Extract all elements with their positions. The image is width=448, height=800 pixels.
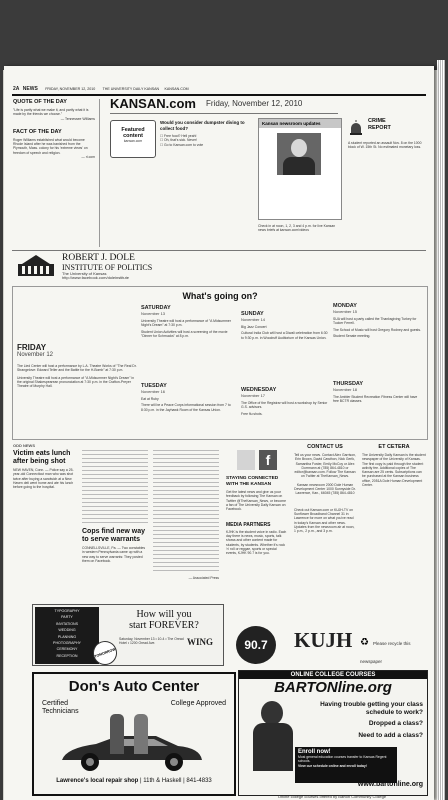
odd-headline-2: Cops find new way to serve warrants xyxy=(82,528,146,543)
day-date: November 15 xyxy=(333,309,358,314)
car-illustration xyxy=(56,730,206,774)
day-date: November 13 xyxy=(141,311,166,316)
kansan-logo: KANSAN.com xyxy=(110,96,196,111)
day-label: SATURDAY xyxy=(141,305,171,311)
dole-block xyxy=(62,253,152,281)
dons-title: Don's Auto Center xyxy=(68,678,200,695)
day-date: November 14 xyxy=(241,317,266,322)
contact-title: CONTACT US xyxy=(307,444,343,450)
dons-phone: 841-4833 xyxy=(186,778,212,784)
event-item: University Theatre will host a performance of "A Midsummer Night's Dream" at 7:30 p.m. xyxy=(141,319,231,328)
event-item: Student Senate meeting. xyxy=(333,333,371,338)
contact-us xyxy=(294,444,356,533)
contact-text: Tell us your news. Contact Alex Garrison, Erin Brown, David Cawthon, Nick Gerik, Samantha Foster, Emily McCoy or Alex Dorrmann at (785) 864-4810 or editor@kansan.com. Follow The Kansan on Twitter at TheKansan_News. xyxy=(294,453,356,479)
twitter-icon[interactable] xyxy=(237,450,255,470)
poll-vote-link[interactable]: ☐ Go to Kansan.com to vote xyxy=(160,142,204,147)
day-friday xyxy=(17,343,137,388)
poll-option-1[interactable]: ☐ Free food? Hell yeah! xyxy=(160,134,197,138)
odd-news-col2 xyxy=(82,450,148,606)
dons-address: 11th & Haskell xyxy=(143,778,182,784)
media-title: MEDIA PARTNERS xyxy=(226,521,271,528)
dole-institute: INSTITUTE OF POLITICS xyxy=(62,263,153,272)
event-item: SUA will host a party called the Thanksgiving Turkey for Tucker Ferrell. xyxy=(333,317,417,326)
student-head xyxy=(261,701,283,725)
social-icons xyxy=(226,450,288,472)
quote-author: — Tennessee Williams xyxy=(60,116,95,121)
enroll-text: Most general education courses transfer to Kansas Regent schools. xyxy=(298,755,387,764)
barton-url[interactable]: www.bartonline.org xyxy=(357,781,423,788)
ad-line: RECEPTION xyxy=(56,653,78,658)
barton-q1: Having trouble getting your class schedule to work? xyxy=(320,701,423,716)
day-monday xyxy=(333,303,423,338)
kjhk-logo: 90.7 xyxy=(236,626,276,664)
story-continuation xyxy=(82,450,148,524)
dole-building-icon xyxy=(16,254,56,278)
dons-left: Certified Technicians xyxy=(42,700,79,715)
day-wednesday xyxy=(241,387,329,416)
story-continuation xyxy=(153,450,219,574)
odd-story-2: CONNELLSVILLE, Pa. — Two constables in western Pennsylvania came up with a new way to serve warrants: They posted them on Facebook. xyxy=(82,546,146,563)
dole-url[interactable]: http://www.facebook.com/doleinstitute xyxy=(62,275,129,281)
day-label: FRIDAY xyxy=(17,343,47,352)
event-item: There will be a Peace Corps informational session from 7 to 8:30 p.m. in the Jayhawk Room of the Kansas Union. xyxy=(141,403,231,412)
day-date: November 16 xyxy=(141,389,166,394)
anchor-body xyxy=(283,157,315,175)
section-name: NEWS xyxy=(22,86,38,92)
poll xyxy=(160,120,256,147)
fact-source: — ri.com xyxy=(81,155,95,160)
day-label: TUESDAY xyxy=(141,383,167,389)
page-number: 2A xyxy=(13,86,20,92)
et-cetera-title: ET CETERA xyxy=(378,444,410,450)
wing-logo: WING xyxy=(187,637,214,647)
dons-footer: Lawrence's local repair shop | 11th & Haskell | 841-4833 xyxy=(56,778,212,784)
barton-footer: Online college courses offered by Barton Community College xyxy=(277,794,387,799)
ad-line: PLANNING xyxy=(57,634,77,639)
ad-line: PARTY xyxy=(61,615,73,620)
contact-address: Kansan newsroom 2000 Dole Human Development Center 1000 Sunnyside Dr. Lawrence, Kan., 66045 (785) 864-4810 xyxy=(294,482,356,496)
odd-news-label: ODD NEWS xyxy=(13,443,35,448)
barton-ad[interactable] xyxy=(238,670,428,796)
crime-report xyxy=(348,118,426,150)
event-item: The School of Music will host Gregory Rodney and guests. xyxy=(333,327,422,332)
day-tuesday xyxy=(141,383,237,412)
enroll-cta: View our schedule online and enroll today! xyxy=(298,763,367,768)
event-item: The Office of the Registrar will host a workshop by Senior G.S. advisors. xyxy=(241,401,328,410)
fact-text: Roger Williams established what would become Rhode Island after he was banished from the Plymouth, Mass. colony for his 'extreme views' on freedom of speech and religion. xyxy=(13,137,88,155)
newspaper-page xyxy=(4,66,434,800)
barton-q2: Dropped a class? xyxy=(368,720,423,727)
event-item: Free flu shots. xyxy=(241,411,263,416)
ad-line: TYPOGRAPHY xyxy=(54,609,80,613)
ad-line: WEDDING xyxy=(58,628,76,633)
day-date: November 17 xyxy=(241,393,266,398)
day-label: WEDNESDAY xyxy=(241,387,277,393)
dons-auto-ad[interactable] xyxy=(32,672,236,796)
crime-title: CRIME REPORT xyxy=(368,118,391,131)
featured-site: kansan.com xyxy=(123,139,143,143)
student-body xyxy=(253,723,293,771)
kansan-promo xyxy=(104,96,344,246)
day-sunday xyxy=(241,311,329,340)
enroll-title: Enroll now! xyxy=(298,749,331,755)
quote-box xyxy=(13,99,95,159)
page-edges xyxy=(437,60,445,800)
header-date: FRIDAY, NOVEMBER 12, 2010 xyxy=(45,87,96,91)
dole-name: ROBERT J. DOLE xyxy=(62,253,135,263)
media-text: KJHK is the student voice in radio. Each day there is news, music, sports, talk shows and other content made for students, by students. Whether it's rock 'n' roll or reggae, sports or special events, KJHK 90.7 is for you. xyxy=(226,529,287,556)
event-item: University Theatre will host a performance of "A Midsummer Night's Dream" in the original Shakespearean pronunciation at 7:30 p.m. in the Crafton-Preyer Theatre of Murphy Hall. xyxy=(17,375,134,389)
kujh-logo: KUJH xyxy=(294,628,353,652)
ad-line: INVITATIONS xyxy=(55,621,79,626)
wing-detail: Saturday, November 13 • 10-4 • The Oread Hotel • 1200 Oread Ave. xyxy=(119,637,184,646)
odd-news-col1 xyxy=(13,450,77,588)
newsroom-title: Kansan newsroom updates xyxy=(259,119,341,128)
wedding-ad[interactable] xyxy=(32,604,224,666)
newsroom-video-still[interactable] xyxy=(277,133,321,175)
day-label: SUNDAY xyxy=(241,311,264,317)
siren-icon xyxy=(348,120,364,136)
recycle-icon: ♻ xyxy=(360,637,369,648)
event-item: Big Jazz Concert xyxy=(241,325,267,329)
day-thursday xyxy=(333,381,423,404)
dole-univ: The University of Kansas xyxy=(62,271,107,276)
barton-banner: ONLINE COLLEGE COURSES xyxy=(239,671,427,679)
kujh-text: Check out Kansan.com or KUJH-TV on Sunflower Broadband Channel 31 in Lawrence for more on what you've read in today's Kansan and other news. Updates from the newsroom air at noon, 1 p.m., 2 p.m., and 3 p.m. xyxy=(294,507,355,534)
day-date: November 12 xyxy=(17,352,54,358)
student-photo xyxy=(247,701,297,771)
wedding-headline-1: How will you xyxy=(136,609,192,620)
featured-content-badge[interactable] xyxy=(110,120,156,158)
poll-question: Would you consider dumpster diving to collect food? xyxy=(160,120,245,131)
staying-title: STAYING CONNECTED WITH THE KANSAN xyxy=(226,476,279,487)
quote-title: QUOTE OF THE DAY xyxy=(13,99,67,105)
tomorrow-badge: TOMORROW xyxy=(90,638,121,669)
wedding-ad-list xyxy=(35,607,99,664)
dole-rule-top xyxy=(12,250,426,251)
anchor-head xyxy=(291,139,307,157)
wedding-headline-2: start FOREVER? xyxy=(129,620,199,631)
day-label: THURSDAY xyxy=(333,381,364,387)
day-saturday xyxy=(141,305,237,338)
barton-logo: BARTONline.org xyxy=(274,679,392,696)
site-name: KANSAN.COM xyxy=(164,87,189,91)
odd-story-1: NEW HAVEN, Conn. — Police say a 25-year-old Connecticut man who was shot twice after buying a sandwich at a New Haven deli went home and ate his lunch before going to the hospital. xyxy=(13,468,74,490)
paper-name: THE UNIVERSITY DAILY KANSAN xyxy=(102,87,160,91)
poll-option-2[interactable]: ☐ Oh, that's sick. Never! xyxy=(160,138,198,143)
staying-connected xyxy=(226,450,288,555)
dons-right: College Approved xyxy=(170,700,226,707)
enroll-box xyxy=(295,747,397,783)
kansan-rule xyxy=(110,113,338,114)
wedding-headline xyxy=(109,609,219,631)
et-cetera xyxy=(362,444,426,487)
quote-text: "Life is partly what we make it, and partly what it is made by the friends we choose." xyxy=(13,108,89,117)
newsroom-caption: Check in at noon, 1, 2, 3 and 4 p.m. for live Kansan news briefs at kansan.com/videos xyxy=(258,224,336,233)
crime-text: A student reported an assault Nov. 8 on the 1000 block of W. 15th St. No estimated monetary loss. xyxy=(348,141,422,150)
day-label: MONDAY xyxy=(333,303,357,309)
odd-news-col3 xyxy=(153,450,219,580)
fact-title: FACT OF THE DAY xyxy=(13,128,62,135)
event-item: Student Union Activities will host a screening of the movie "Dinner for Schmucks" at 8 p.m. xyxy=(141,329,228,338)
barton-q3: Need to add a class? xyxy=(358,731,423,739)
calendar xyxy=(12,286,428,440)
odd-news xyxy=(13,443,213,448)
recycle-note xyxy=(360,632,422,668)
column-divider xyxy=(99,99,100,247)
event-item: Cultural India Club will host a Diwali celebration from 6:30 to 9:30 p.m. in Woodruff Auditorium of the Kansas Union. xyxy=(241,331,328,340)
technician-figure xyxy=(134,714,148,754)
recycle-text: Please recycle this newspaper xyxy=(360,641,411,664)
ad-line: PHOTOGRAPHY xyxy=(53,641,81,646)
dons-footer-text: Lawrence's local repair shop xyxy=(56,778,139,784)
featured-label: Featured content xyxy=(121,127,145,139)
kansan-date: Friday, November 12, 2010 xyxy=(206,99,303,108)
newsroom-panel xyxy=(258,118,342,220)
technician-figure xyxy=(110,714,124,754)
odd-headline-1: Victim eats lunch after being shot xyxy=(13,450,71,465)
page-header xyxy=(13,86,425,92)
event-item: The Ambler Student Recreation Fitness Center will have free BCTR classes. xyxy=(333,395,418,404)
ad-line: CEREMONY xyxy=(56,647,78,652)
calendar-title: What's going on? xyxy=(182,291,258,301)
facebook-icon[interactable]: f xyxy=(259,450,277,470)
staying-text: Get the latest news and give us your feedback by following The Kansan on Twitter @TheKansan_News, or become a fan of The University Daily Kansan on Facebook. xyxy=(226,490,286,512)
barton-questions xyxy=(301,701,423,739)
et-cetera-text: The University Daily Kansan is the student newspaper of the University of Kansas. The first copy is paid through the student activity fee. Additional copies of The Kansan are 25 cents. Subscriptions can be purchased at the Kansan business office, 2051A Dole Human Development Center. xyxy=(362,453,426,488)
odd-byline: — Associated Press xyxy=(188,576,219,580)
day-date: November 18 xyxy=(333,387,358,392)
event-item: Eat at Ruby xyxy=(141,397,159,401)
event-item: The Lied Center will host a performance by L.A. Theatre Works of "The Real Dr. Strangelove: Edward Teller and the Battle for the H-Bomb" at 7:30 p.m. xyxy=(17,364,137,373)
